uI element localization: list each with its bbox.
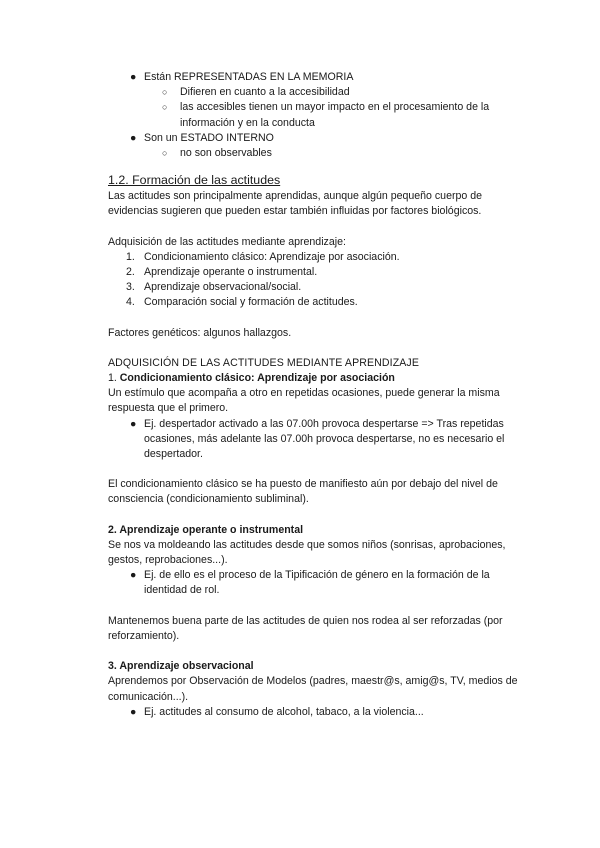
list-item xyxy=(108,131,528,146)
sub-item-text: las accesibles tienen un mayor impacto en el procesamiento de la información y en la conducta xyxy=(180,101,490,129)
acquisition-list xyxy=(108,250,528,311)
list-item xyxy=(108,705,528,720)
document-page xyxy=(108,70,528,720)
bullet-icon: ● xyxy=(130,705,137,718)
list-item-text: Comparación social y formación de actitudes. xyxy=(144,296,358,309)
subsection-1-note: El condicionamiento clásico se ha puesto de manifiesto aún por debajo del nivel de consciencia (condicionamiento subliminal). xyxy=(108,478,498,506)
subsection-number: 1. xyxy=(108,372,120,385)
list-item xyxy=(108,280,528,295)
list-item xyxy=(108,250,528,265)
top-bullet-list xyxy=(108,70,528,161)
subsection-2-list xyxy=(108,568,528,598)
section-heading: 1.2. Formación de las actitudes xyxy=(108,173,281,188)
list-item xyxy=(108,265,528,280)
bullet-icon: ● xyxy=(130,131,137,144)
sub-list-item xyxy=(108,146,528,161)
list-item-text: Aprendizaje observacional/social. xyxy=(144,281,302,294)
sub-list-item xyxy=(108,85,528,100)
genetic-factors-text: Factores genéticos: algunos hallazgos. xyxy=(108,326,292,339)
list-item-text: Aprendizaje operante o instrumental. xyxy=(144,266,318,279)
subsection-title-text: Condicionamiento clásico: Aprendizaje por asociación xyxy=(119,372,395,385)
subsection-1-title xyxy=(108,371,528,386)
subsection-1-list xyxy=(108,417,528,463)
section-intro: Las actitudes son principalmente aprendidas, aunque algún pequeño cuerpo de evidencias sugieren que pueden estar también influidas por factores biológicos. xyxy=(108,190,482,218)
subsection-2-note: Mantenemos buena parte de las actitudes de quien nos rodea al ser reforzadas (por reforzamiento). xyxy=(108,614,503,642)
acquisition-title: Adquisición de las actitudes mediante aprendizaje: xyxy=(108,235,346,248)
list-number: 3. xyxy=(126,281,135,294)
subsection-2-text: Se nos va moldeando las actitudes desde que somos niños (sonrisas, aprobaciones, gestos, reprobaciones...). xyxy=(108,538,506,567)
subsection-title-text: 3. Aprendizaje observacional xyxy=(108,660,254,673)
list-item-text: Ej. de ello es el proceso de la Tipificación de género en la formación de la identidad de rol. xyxy=(144,569,490,597)
list-item xyxy=(108,70,528,85)
sub-list-item xyxy=(108,100,528,130)
list-item-text: Ej. actitudes al consumo de alcohol, tabaco, a la violencia... xyxy=(144,705,424,718)
list-item-text: Son un ESTADO INTERNO xyxy=(144,131,274,144)
bullet-icon: ● xyxy=(130,569,137,582)
list-item xyxy=(108,568,528,598)
list-item-text: Están REPRESENTADAS EN LA MEMORIA xyxy=(144,71,354,83)
list-item xyxy=(108,295,528,310)
list-number: 4. xyxy=(126,296,135,309)
circle-bullet-icon: ○ xyxy=(162,102,168,113)
circle-bullet-icon: ○ xyxy=(162,148,168,159)
subsection-title-text: 2. Aprendizaje operante o instrumental xyxy=(108,523,304,536)
subsection-3-list xyxy=(108,705,528,720)
sub-item-text: Difieren en cuanto a la accesibilidad xyxy=(180,86,350,99)
list-number: 2. xyxy=(126,266,135,279)
list-item-text: Condicionamiento clásico: Aprendizaje por asociación. xyxy=(144,250,400,263)
subsection-1-text: Un estímulo que acompaña a otro en repetidas ocasiones, puede generar la misma respuesta que el primero. xyxy=(108,387,500,415)
bullet-icon: ● xyxy=(130,71,137,83)
circle-bullet-icon: ○ xyxy=(162,87,168,98)
acquisition-heading: ADQUISICIÓN DE LAS ACTITUDES MEDIANTE APRENDIZAJE xyxy=(108,356,419,369)
subsection-2-title xyxy=(108,523,528,538)
list-item-text: Ej. despertador activado a las 07.00h provoca despertarse => Tras repetidas ocasiones, más adelante las 07.00h provoca despertarse, no es necesario el despertador. xyxy=(144,417,505,461)
list-number: 1. xyxy=(126,250,135,263)
sub-item-text: no son observables xyxy=(180,147,272,160)
subsection-3-title xyxy=(108,659,528,674)
subsection-3-text: Aprendemos por Observación de Modelos (padres, maestr@s, amig@s, TV, medios de comunicación...). xyxy=(108,675,518,703)
list-item xyxy=(108,417,528,463)
bullet-icon: ● xyxy=(130,417,137,430)
